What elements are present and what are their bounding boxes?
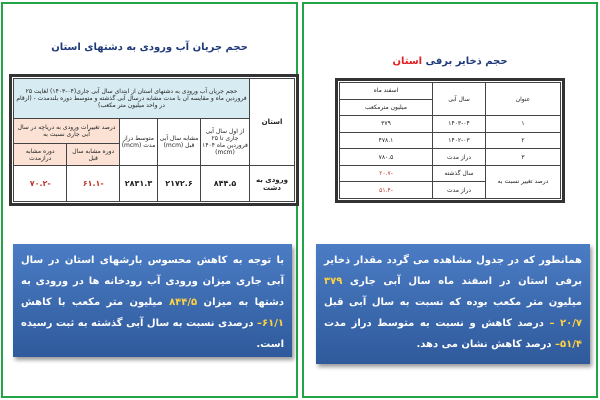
value-prev: ۲۱۷۲.۶ (158, 166, 201, 202)
row-label: ورودی به دشت (250, 166, 295, 202)
summary-text: میلیون متر مکعب با کاهش (21, 297, 170, 308)
value-current: ۸۴۴.۵ (201, 166, 250, 202)
summary-text: درصد کاهش و نسبت به متوسط دراز مدت (324, 318, 550, 329)
title-text: حجم ذخایر برفی (422, 56, 508, 67)
summary-value: ۶۱/۱– (257, 318, 284, 329)
summary-value: ۸۴۴/۵ (169, 297, 198, 308)
value-pct-long: -۷۰.۲ (14, 166, 67, 202)
change-ref: سال گذشته (433, 165, 486, 182)
inflow-table (13, 78, 295, 202)
value-pct-prev: -۶۱.۱ (67, 166, 120, 202)
header-title: عنوان (486, 83, 561, 116)
row-value: ۴۷۸.۱ (340, 132, 433, 149)
table-row (14, 166, 295, 202)
inflow-title: حجم جریان آب ورودی به دشتهای استان (51, 42, 248, 53)
summary-value: ۳۷۹ (324, 276, 343, 287)
change-ref: دراز مدت (433, 182, 486, 199)
snow-title (304, 56, 596, 67)
col-pct: درصد تغییرات ورودی به دریاچه در سال آبی جاری نسبت به (14, 119, 120, 144)
row-value: ۳۷۹ (340, 116, 433, 133)
table-row (340, 165, 561, 182)
summary-text: درصد کاهش نشان می دهد. (416, 339, 556, 350)
col-prev: مشابه سال آبی قبل (mcm) (158, 119, 201, 166)
row-value: ۷۸۰.۵ (340, 149, 433, 166)
col-longterm: متوسط دراز مدت (mcm) (120, 119, 158, 166)
title-highlight: استان (392, 56, 423, 67)
table-caption: حجم جریان آب ورودی به دشتهای استان از ابتدای سال آبی جاری(۰۴-۱۴۰۳) لغایت ۲۵ فروردین ماه و مقایسه آن با مدت مشابه درسال آبی گذشته و متوسط دوره بلندمدت - (ارقام در واحد میلیون متر مکعب) (14, 79, 250, 119)
snow-summary (316, 244, 590, 364)
col-current: از اول سال آبی جاری تا ۲۵ فروردین ماه ۱۴۰۴ (mcm) (201, 119, 250, 166)
summary-text: درصدی نسبت به سال آبی گذشته به ثبت رسیده است. (21, 318, 284, 350)
row-year: دراز مدت (433, 149, 486, 166)
summary-text: میلیون متر مکعب بوده که نسبت به سال آبی قبل (324, 297, 582, 308)
summary-value: ۲۰/۷ – (549, 318, 582, 329)
snow-table (339, 82, 561, 199)
change-value: -۲۰.۷ (340, 165, 433, 182)
row-id: ۳ (486, 149, 561, 166)
row-id: ۲ (486, 132, 561, 149)
header-unit: میلیون مترمکعب (340, 99, 433, 116)
summary-text: با توجه به کاهش محسوس بارشهای استان در سال آبی جاری میزان ورودی آب رودخانه ها در ورودی به دشتها به میزان (21, 255, 285, 308)
col-pct-prev: دوره مشابه سال قبل (67, 144, 120, 166)
table-row (340, 132, 561, 149)
inflow-summary (13, 244, 292, 357)
inflow-panel (1, 2, 298, 398)
change-label: درصد تغییر نسبت به (486, 165, 561, 198)
value-longterm: ۲۸۳۱.۳ (120, 166, 158, 202)
header-year: سال آبی (433, 83, 486, 116)
summary-value: ۵۱/۴– (555, 339, 582, 350)
province-header: استان (250, 79, 295, 166)
table-row (340, 116, 561, 133)
header-month: اسفند ماه (340, 83, 433, 100)
summary-text: همانطور که در جدول مشاهده می گردد مقدار ذخایر برفی استان در اسفند ماه سال آبی جاری (324, 255, 582, 287)
col-pct-long: دوره مشابه درازمدت (14, 144, 67, 166)
row-year: ۱۴۰۲-۰۳ (433, 132, 486, 149)
row-id: ۱ (486, 116, 561, 133)
snow-panel (302, 2, 598, 398)
change-value: -۵۱.۴ (340, 182, 433, 199)
row-year: ۱۴۰۳-۰۴ (433, 116, 486, 133)
table-row (340, 149, 561, 166)
